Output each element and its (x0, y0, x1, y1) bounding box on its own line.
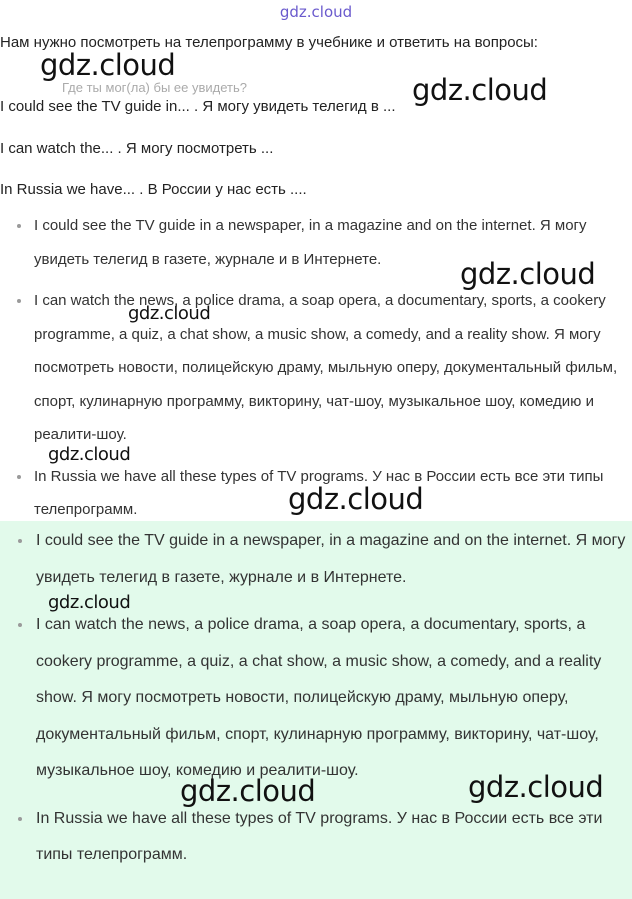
prompt-tv-guide: I could see the TV guide in... . Я могу увидеть телегид в ... (0, 98, 396, 115)
hidden-question: Где ты мог(ла) бы ее увидеть? (62, 80, 247, 95)
answer-text: I could see the TV guide in a newspaper, in a magazine and on the internet. Я могу увидеть телегид в газете, журнале и в Интернете. (36, 532, 626, 586)
bullet-icon (17, 475, 21, 479)
watermark: gdz.cloud (460, 257, 596, 291)
bullet-icon (17, 224, 21, 228)
bullet-icon (17, 299, 21, 303)
bullet-icon (18, 539, 22, 543)
bullet-icon (18, 623, 22, 627)
watermark: gdz.cloud (40, 48, 176, 82)
list-item (0, 607, 628, 790)
task-statement: Нам нужно посмотреть на телепрограмму в учебнике и ответить на вопросы: (0, 34, 538, 51)
answer-text: I can watch the news, a police drama, a soap opera, a documentary, sports, a cookery programme, a quiz, a chat show, a music show, a comedy, and a reality show. Я могу посмотреть новости, полицейскую драму, мыльную оперу, документальный фильм, спорт, кулинарную программу, викторину, чат-шоу, музыкальное шоу, комедию и реалити-шоу. (36, 616, 602, 779)
answer-list-highlighted (0, 521, 628, 885)
answer-text: I could see the TV guide in a newspaper, in a magazine and on the internet. Я могу увидеть телегид в газете, журнале и в Интернете. (34, 217, 587, 268)
answer-text: I can watch the news, a police drama, a soap opera, a documentary, sports, a cookery programme, a quiz, a chat show, a music show, a comedy, and a reality show. Я могу посмотреть новости, полицейскую драму, мыльную оперу, документальный фильм, спорт, кулинарную программу, викторину, чат-шоу, музыкальное шоу, комедию и реалити-шоу. (34, 292, 618, 443)
bullet-icon (18, 817, 22, 821)
watermark: gdz.cloud (180, 774, 316, 808)
watermark: gdz.cloud (288, 482, 424, 516)
answer-text: In Russia we have all these types of TV programs. У нас в России есть все эти типы телепрограмм. (34, 467, 604, 518)
list-item (0, 801, 628, 874)
watermark: gdz.cloud (412, 73, 548, 107)
list-item (0, 523, 628, 596)
watermark: gdz.cloud (48, 592, 131, 613)
site-logo-mark: gdz.cloud (279, 3, 353, 21)
answer-text: In Russia we have all these types of TV programs. У нас в России есть все эти типы телепрограмм. (36, 809, 603, 863)
watermark: gdz.cloud (128, 303, 211, 324)
watermark: gdz.cloud (48, 444, 131, 465)
prompt-watch: I can watch the... . Я могу посмотреть ... (0, 140, 274, 157)
prompt-russia: In Russia we have... . В России у нас есть .... (0, 181, 307, 198)
watermark: gdz.cloud (468, 770, 604, 804)
list-item (0, 284, 626, 452)
